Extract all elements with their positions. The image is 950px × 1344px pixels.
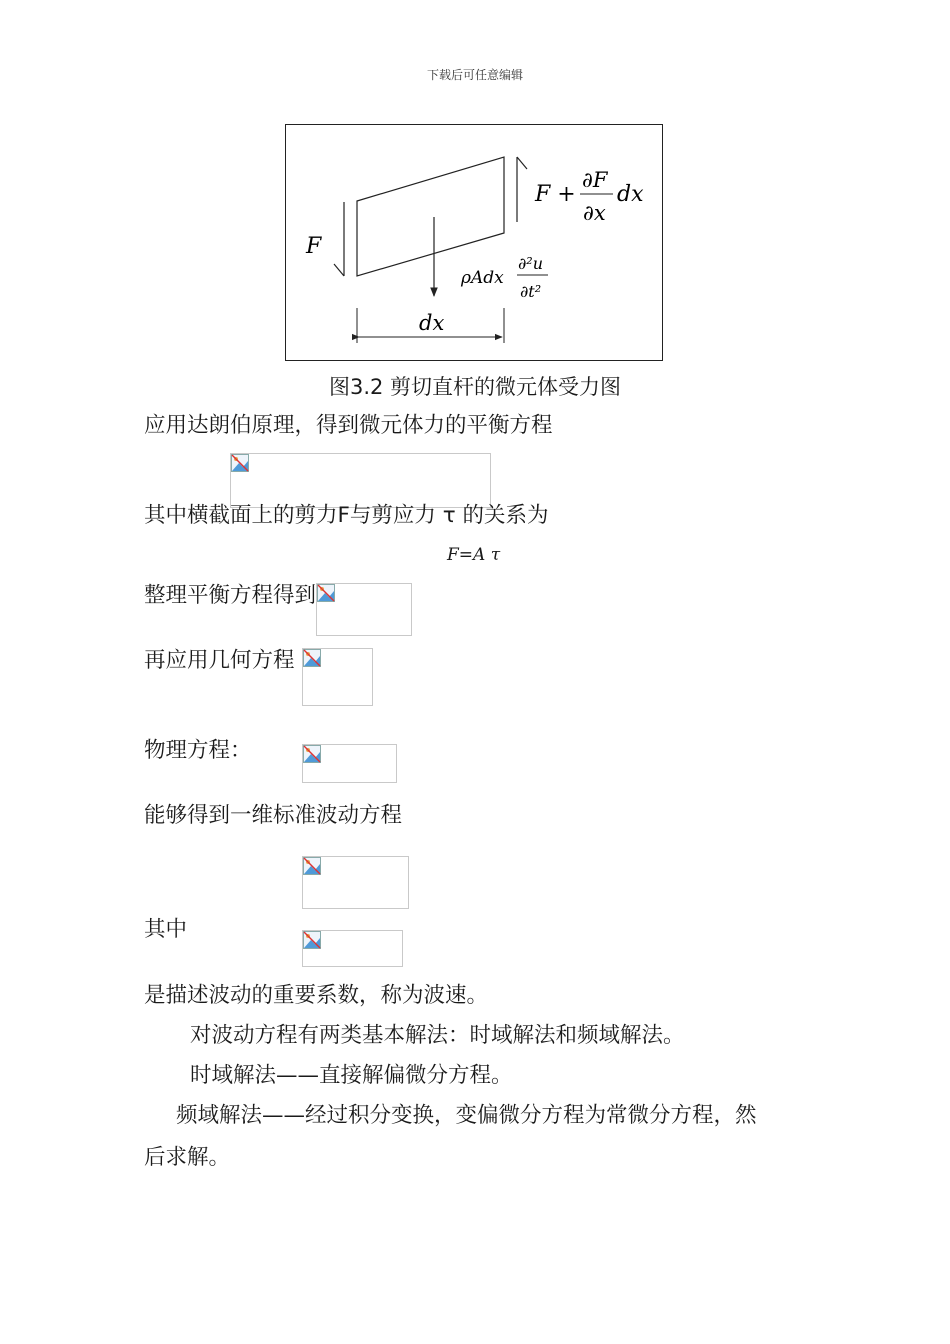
equation-image-wave: [302, 856, 409, 909]
equation-shear-force: F=A τ: [447, 545, 501, 565]
equation-image-equilibrium: [230, 453, 491, 508]
right-force-barb: [517, 157, 527, 169]
broken-image-icon: [303, 931, 321, 949]
paragraph-rearranged: 整理平衡方程得到: [144, 583, 317, 608]
paragraph-physical: 物理方程：: [144, 738, 252, 763]
paragraph-wave-speed: 是描述波动的重要系数，称为波速。: [144, 983, 489, 1008]
paragraph-frequency-domain-cont: 后求解。: [144, 1145, 231, 1170]
paragraph-wave-equation: 能够得到一维标准波动方程: [144, 803, 403, 828]
broken-image-icon: [303, 745, 321, 763]
label-left-force: F: [306, 234, 322, 259]
paragraph-time-domain: 时域解法——直接解偏微分方程。: [190, 1063, 513, 1088]
broken-image-icon: [231, 454, 249, 472]
label-inertia-num: ∂²u: [518, 254, 543, 273]
left-force-barb: [334, 264, 344, 276]
paragraph-shear-relation: 其中横截面上的剪力F与剪应力 τ 的关系为: [144, 503, 549, 528]
broken-image-icon: [303, 857, 321, 875]
figure-caption: 图3.2 剪切直杆的微元体受力图: [328, 375, 622, 399]
paragraph-geometric: 再应用几何方程: [144, 648, 295, 673]
page-header-note: 下载后可任意编辑: [426, 68, 523, 82]
equation-image-wave-speed: [302, 930, 403, 967]
paragraph-where: 其中: [144, 917, 188, 942]
paragraph-equilibrium-intro: 应用达朗伯原理，得到微元体力的平衡方程: [144, 413, 553, 438]
free-body-diagram: [286, 125, 664, 362]
figure-shear-element: [285, 124, 663, 361]
paragraph-solution-methods: 对波动方程有两类基本解法：时域解法和频域解法。: [190, 1023, 685, 1048]
label-partial-den: ∂x: [583, 201, 606, 225]
broken-image-icon: [303, 649, 321, 667]
equation-image-geometric: [302, 648, 373, 706]
equation-image-rearranged: [316, 583, 412, 636]
label-inertia-prefix: ρAdx: [461, 268, 504, 288]
label-inertia-den: ∂t²: [520, 282, 542, 301]
equation-image-physical: [302, 744, 397, 783]
label-dimension: dx: [419, 311, 445, 335]
label-partial-num: ∂F: [582, 168, 608, 192]
label-dx-suffix: dx: [617, 182, 644, 207]
label-right-force: F +: [535, 182, 576, 207]
paragraph-frequency-domain: 频域解法——经过积分变换，变偏微分方程为常微分方程，然: [176, 1103, 757, 1128]
broken-image-icon: [317, 584, 335, 602]
element-parallelogram: [357, 157, 504, 276]
